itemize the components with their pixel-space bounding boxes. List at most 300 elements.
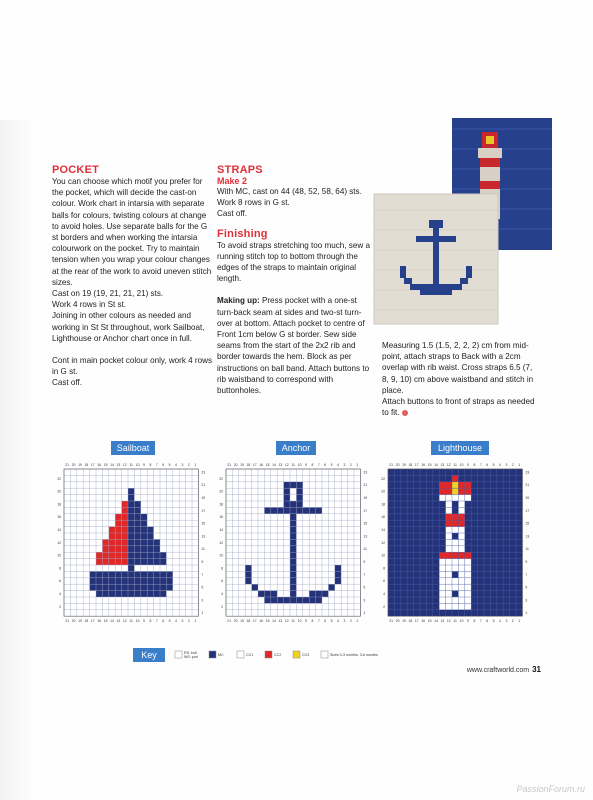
- chart-stitch: [290, 571, 296, 577]
- chart-stitch: [290, 520, 296, 526]
- chart-stitch: [115, 559, 121, 565]
- chart-stitch: [154, 552, 160, 558]
- row-label-right: 5: [363, 585, 366, 590]
- chart-stitch: [290, 597, 296, 603]
- column-label-top: 17: [414, 463, 419, 467]
- pocket-section: [52, 164, 212, 389]
- row-label-right: 3: [201, 598, 204, 603]
- column-label-top: 19: [240, 463, 244, 467]
- row-label-left: 20: [219, 489, 223, 494]
- chart-stitch: [290, 552, 296, 558]
- chart-stitch: [309, 591, 315, 597]
- chart-stitch: [109, 578, 115, 584]
- chart-stitch: [115, 584, 121, 590]
- chart-stitch: [122, 501, 128, 507]
- chart-stitch: [465, 597, 471, 603]
- chart-stitch: [128, 539, 134, 545]
- column-label-top: 13: [278, 463, 283, 467]
- chart-stitch: [122, 559, 128, 565]
- chart-stitch: [458, 565, 464, 571]
- chart-stitch: [128, 552, 134, 558]
- chart-stitch: [115, 591, 121, 597]
- sailboat-chart-title: Sailboat: [111, 441, 155, 455]
- chart-stitch: [458, 482, 464, 488]
- chart-stitch: [102, 539, 108, 545]
- row-label-right: 5: [201, 585, 204, 590]
- finishing-text: To avoid straps stretching too much, sew a running stitch top to bottom through the edges of the straps to maintain original length.: [217, 240, 370, 284]
- chart-stitch: [147, 591, 153, 597]
- chart-stitch: [290, 482, 296, 488]
- chart-stitch: [141, 527, 147, 533]
- chart-stitch: [439, 565, 445, 571]
- row-label-left: 2: [383, 604, 385, 609]
- chart-stitch: [452, 482, 458, 488]
- row-label-right: 7: [201, 572, 204, 577]
- chart-stitch: [452, 495, 458, 501]
- chart-stitch: [141, 539, 147, 545]
- chart-stitch: [128, 533, 134, 539]
- chart-stitch: [284, 488, 290, 494]
- chart-stitch: [335, 571, 341, 577]
- column-label-top: 12: [446, 463, 451, 467]
- chart-stitch: [290, 539, 296, 545]
- chart-stitch: [296, 597, 302, 603]
- straps-subheading: Make 2: [217, 176, 248, 186]
- column-label-bottom: 1: [518, 619, 521, 624]
- column-label-top: 21: [65, 463, 70, 467]
- column-label-bottom: 17: [252, 619, 257, 624]
- column-label-bottom: 18: [408, 619, 413, 624]
- chart-stitch: [458, 495, 464, 501]
- column-label-top: 3: [505, 463, 508, 467]
- row-label-right: 7: [525, 572, 528, 577]
- column-label-top: 1: [194, 463, 197, 467]
- chart-stitch: [446, 565, 452, 571]
- column-label-top: 2: [349, 463, 352, 467]
- chart-stitch: [458, 559, 464, 565]
- chart-stitch: [458, 501, 464, 507]
- column-label-bottom: 19: [78, 619, 82, 624]
- column-label-bottom: 6: [486, 619, 489, 624]
- chart-stitch: [160, 578, 166, 584]
- making-up-paragraph: [217, 295, 375, 396]
- column-label-bottom: 10: [135, 619, 140, 624]
- chart-stitch: [141, 584, 147, 590]
- chart-stitch: [303, 597, 309, 603]
- column-label-top: 10: [297, 463, 302, 467]
- chart-stitch: [452, 501, 458, 507]
- column-label-bottom: 6: [324, 619, 327, 624]
- row-label-left: 14: [219, 528, 223, 532]
- chart-stitch: [290, 501, 296, 507]
- chart-stitch: [290, 584, 296, 590]
- chart-stitch: [166, 584, 172, 590]
- chart-stitch: [277, 507, 283, 513]
- row-label-right: 23: [363, 470, 368, 475]
- chart-stitch: [290, 527, 296, 533]
- column-label-bottom: 3: [181, 619, 184, 624]
- column-label-top: 15: [103, 463, 108, 467]
- chart-stitch: [128, 578, 134, 584]
- chart-stitch: [446, 597, 452, 603]
- row-label-right: 15: [363, 521, 368, 526]
- column-label-bottom: 4: [499, 619, 501, 624]
- chart-stitch: [465, 591, 471, 597]
- column-label-bottom: 21: [65, 619, 70, 624]
- row-label-right: 19: [201, 496, 206, 500]
- chart-stitch: [90, 578, 96, 584]
- row-label-right: 7: [363, 572, 366, 577]
- chart-stitch: [154, 571, 160, 577]
- column-label-bottom: 5: [168, 619, 171, 624]
- chart-stitch: [128, 559, 134, 565]
- row-label-left: 6: [59, 579, 61, 584]
- key-label: RS: knit: [184, 651, 197, 655]
- chart-stitch: [446, 584, 452, 590]
- chart-stitch: [439, 597, 445, 603]
- chart-stitch: [134, 539, 140, 545]
- row-label-left: 16: [381, 515, 385, 520]
- end-mark-icon: [402, 410, 408, 416]
- column-label-top: 12: [284, 463, 289, 467]
- row-label-right: 15: [201, 521, 206, 526]
- key-label: CC2: [274, 653, 282, 657]
- column-label-top: 2: [187, 463, 190, 467]
- straps-line: Work 8 rows in G st.: [217, 198, 290, 208]
- column-label-bottom: 3: [343, 619, 346, 624]
- chart-stitch: [115, 514, 121, 520]
- row-label-right: 21: [201, 483, 206, 488]
- column-label-top: 21: [389, 463, 394, 467]
- row-label-right: 5: [525, 585, 528, 590]
- chart-stitch: [284, 597, 290, 603]
- chart-stitch: [141, 571, 147, 577]
- chart-stitch: [458, 539, 464, 545]
- column-label-bottom: 20: [395, 619, 400, 624]
- row-label-right: 1: [201, 611, 204, 616]
- row-label-left: 18: [381, 502, 385, 507]
- key-swatch: [293, 651, 300, 658]
- row-label-left: 14: [381, 528, 385, 532]
- column-label-top: 6: [162, 463, 165, 467]
- key-swatch: [321, 651, 328, 658]
- chart-stitch: [128, 591, 134, 597]
- column-label-bottom: 4: [175, 619, 177, 624]
- pocket-paragraph: Joining in other colours as needed and working in St St throughout, work Sailboat, Lighthouse or Anchor chart once in full.: [52, 311, 205, 343]
- chart-stitch: [458, 603, 464, 609]
- chart-stitch: [96, 584, 102, 590]
- row-label-left: 12: [57, 540, 61, 545]
- chart-stitch: [264, 591, 270, 597]
- chart-stitch: [446, 603, 452, 609]
- column-label-bottom: 9: [305, 619, 307, 624]
- row-label-left: 4: [221, 592, 223, 596]
- sailboat-chart: [52, 459, 216, 639]
- chart-stitch: [328, 584, 334, 590]
- chart-stitch: [154, 559, 160, 565]
- chart-stitch: [96, 591, 102, 597]
- chart-stitch: [160, 584, 166, 590]
- column-label-bottom: 10: [297, 619, 302, 624]
- row-label-left: 4: [383, 592, 385, 596]
- column-label-bottom: 2: [511, 619, 514, 624]
- chart-stitch: [458, 507, 464, 513]
- chart-stitch: [115, 527, 121, 533]
- column-label-top: 7: [479, 463, 482, 467]
- column-label-top: 20: [71, 463, 76, 467]
- chart-stitch: [316, 507, 322, 513]
- chart-stitch: [316, 597, 322, 603]
- column-label-top: 10: [459, 463, 464, 467]
- straps-body: [217, 186, 375, 220]
- row-label-right: 11: [525, 547, 529, 552]
- chart-stitch: [446, 488, 452, 494]
- chart-stitch: [296, 507, 302, 513]
- anchor-chart-title: Anchor: [276, 441, 316, 455]
- column-label-bottom: 17: [414, 619, 419, 624]
- chart-stitch: [452, 552, 458, 558]
- column-label-bottom: 7: [317, 619, 320, 624]
- footer-site: www.craftworld.com: [466, 667, 530, 674]
- column-label-top: 21: [227, 463, 232, 467]
- column-label-bottom: 12: [446, 619, 451, 624]
- chart-stitch: [439, 495, 445, 501]
- column-label-top: 3: [343, 463, 346, 467]
- chart-stitch: [115, 578, 121, 584]
- chart-stitch: [109, 552, 115, 558]
- chart-stitch: [465, 552, 471, 558]
- straps-heading: STRAPS: [217, 164, 263, 176]
- column-label-top: 4: [499, 463, 501, 467]
- chart-stitch: [122, 533, 128, 539]
- chart-stitch: [264, 507, 270, 513]
- column-label-bottom: 15: [265, 619, 270, 624]
- chart-stitch: [335, 578, 341, 584]
- row-label-left: 10: [381, 553, 385, 558]
- column-label-top: 5: [330, 463, 333, 467]
- column-label-bottom: 13: [116, 619, 121, 624]
- chart-stitch: [154, 591, 160, 597]
- row-label-left: 12: [381, 540, 385, 545]
- chart-stitch: [452, 584, 458, 590]
- column-label-bottom: 7: [479, 619, 482, 624]
- row-label-right: 13: [363, 534, 368, 539]
- chart-stitch: [141, 559, 147, 565]
- chart-stitch: [458, 514, 464, 520]
- chart-stitch: [465, 559, 471, 565]
- chart-stitch: [134, 559, 140, 565]
- column-label-top: 7: [317, 463, 320, 467]
- row-label-right: 11: [201, 547, 205, 552]
- chart-stitch: [303, 507, 309, 513]
- chart-stitch: [309, 507, 315, 513]
- row-label-left: 18: [219, 502, 223, 507]
- chart-stitch: [452, 559, 458, 565]
- chart-stitch: [296, 495, 302, 501]
- column-label-bottom: 11: [453, 619, 457, 624]
- chart-stitch: [309, 597, 315, 603]
- chart-stitch: [102, 559, 108, 565]
- pocket-paragraph: Cont in main pocket colour only, work 4 rows in G st.: [52, 356, 212, 377]
- lighthouse-chart-title: Lighthouse: [431, 441, 489, 455]
- column-label-bottom: 9: [467, 619, 469, 624]
- chart-key: [133, 648, 433, 665]
- row-label-left: 16: [219, 515, 223, 520]
- page-number: 31: [532, 665, 541, 674]
- column-label-top: 18: [408, 463, 413, 467]
- column-label-bottom: 3: [505, 619, 508, 624]
- straps-section: [217, 164, 375, 396]
- chart-stitch: [446, 539, 452, 545]
- column-label-bottom: 19: [402, 619, 406, 624]
- chart-stitch: [245, 565, 251, 571]
- column-label-top: 8: [149, 463, 152, 467]
- chart-stitch: [439, 584, 445, 590]
- chart-stitch: [284, 495, 290, 501]
- chart-stitch: [465, 584, 471, 590]
- chart-stitch: [122, 552, 128, 558]
- column-label-top: 15: [427, 463, 432, 467]
- row-label-left: 8: [383, 566, 385, 571]
- chart-stitch: [122, 591, 128, 597]
- row-label-left: 2: [221, 604, 223, 609]
- row-label-left: 16: [57, 515, 61, 520]
- row-label-right: 23: [525, 470, 530, 475]
- chart-stitch: [446, 546, 452, 552]
- column-label-top: 18: [84, 463, 89, 467]
- chart-stitch: [290, 546, 296, 552]
- row-label-left: 4: [59, 592, 61, 596]
- chart-stitch: [452, 578, 458, 584]
- column-label-bottom: 16: [259, 619, 264, 624]
- key-label: MC: [218, 653, 224, 657]
- chart-stitch: [316, 591, 322, 597]
- chart-stitch: [439, 578, 445, 584]
- chart-stitch: [147, 527, 153, 533]
- chart-stitch: [141, 546, 147, 552]
- chart-stitch: [134, 552, 140, 558]
- chart-stitch: [122, 571, 128, 577]
- chart-stitch: [154, 539, 160, 545]
- row-label-left: 2: [59, 604, 61, 609]
- row-label-right: 17: [363, 508, 368, 513]
- chart-stitch: [446, 501, 452, 507]
- chart-stitch: [290, 533, 296, 539]
- column-label-bottom: 15: [427, 619, 432, 624]
- chart-stitch: [134, 591, 140, 597]
- column-label-top: 9: [467, 463, 469, 467]
- chart-stitch: [134, 527, 140, 533]
- chart-stitch: [446, 514, 452, 520]
- finishing-heading: Finishing: [217, 227, 268, 240]
- column-label-bottom: 11: [129, 619, 133, 624]
- column-label-bottom: 18: [84, 619, 89, 624]
- row-label-left: 8: [59, 566, 61, 571]
- chart-stitch: [452, 507, 458, 513]
- column-label-bottom: 12: [122, 619, 127, 624]
- chart-stitch: [264, 597, 270, 603]
- row-label-left: 14: [57, 528, 61, 532]
- chart-stitch: [446, 559, 452, 565]
- making-up-text: Press pocket with a one-st turn-back seam at sides and two-st turn-over at bottom. Attach pocket to centre of Front 1cm below G st border. Sew side seams from the start of the 2x2 rib and border towards the hem. Block as per instructions on ball band. Attach buttons to rib waistband to correspond with buttonholes.: [217, 296, 370, 396]
- chart-stitch: [446, 482, 452, 488]
- column-label-bottom: 14: [272, 619, 276, 624]
- row-label-right: 11: [363, 547, 367, 552]
- chart-stitch: [96, 571, 102, 577]
- row-label-left: 22: [381, 476, 385, 481]
- column-label-bottom: 2: [349, 619, 352, 624]
- anchor-chart: [214, 459, 378, 639]
- chart-stitch: [252, 584, 258, 590]
- chart-stitch: [90, 584, 96, 590]
- chart-stitch: [115, 533, 121, 539]
- row-label-right: 23: [201, 470, 206, 475]
- column-label-bottom: 16: [97, 619, 102, 624]
- row-label-right: 9: [201, 560, 204, 564]
- chart-stitch: [128, 571, 134, 577]
- column-label-top: 2: [511, 463, 514, 467]
- row-label-right: 21: [363, 483, 368, 488]
- chart-stitch: [465, 495, 471, 501]
- chart-stitch: [245, 571, 251, 577]
- pocket-body: [52, 176, 212, 389]
- row-label-right: 9: [363, 560, 366, 564]
- chart-stitch: [141, 591, 147, 597]
- column-label-top: 3: [181, 463, 184, 467]
- row-label-left: 6: [221, 579, 223, 584]
- column-label-top: 8: [311, 463, 314, 467]
- row-label-left: 22: [219, 476, 223, 481]
- column-label-top: 4: [337, 463, 339, 467]
- chart-stitch: [122, 520, 128, 526]
- chart-stitch: [452, 520, 458, 526]
- chart-stitch: [465, 603, 471, 609]
- chart-stitch: [122, 539, 128, 545]
- chart-stitch: [271, 597, 277, 603]
- column-label-top: 10: [135, 463, 140, 467]
- column-label-top: 20: [395, 463, 400, 467]
- column-label-top: 17: [90, 463, 95, 467]
- chart-stitch: [109, 533, 115, 539]
- chart-stitch: [166, 578, 172, 584]
- column-label-top: 5: [492, 463, 495, 467]
- chart-stitch: [128, 527, 134, 533]
- chart-stitch: [160, 559, 166, 565]
- column-label-top: 15: [265, 463, 270, 467]
- chart-stitch: [166, 571, 172, 577]
- chart-stitch: [141, 514, 147, 520]
- column-label-bottom: 14: [434, 619, 438, 624]
- column-label-top: 16: [259, 463, 264, 467]
- row-label-right: 17: [201, 508, 206, 513]
- chart-stitch: [147, 578, 153, 584]
- chart-stitch: [439, 552, 445, 558]
- chart-stitch: [147, 584, 153, 590]
- chart-stitch: [102, 546, 108, 552]
- anchor-swatch-photo: [372, 190, 502, 328]
- chart-stitch: [446, 533, 452, 539]
- chart-stitch: [439, 571, 445, 577]
- chart-stitch: [128, 565, 134, 571]
- chart-stitch: [290, 578, 296, 584]
- chart-stitch: [147, 533, 153, 539]
- finishing-continued: [382, 340, 540, 418]
- column-label-top: 1: [518, 463, 521, 467]
- chart-stitch: [458, 546, 464, 552]
- column-label-top: 9: [143, 463, 145, 467]
- chart-stitch: [458, 578, 464, 584]
- chart-stitch: [102, 591, 108, 597]
